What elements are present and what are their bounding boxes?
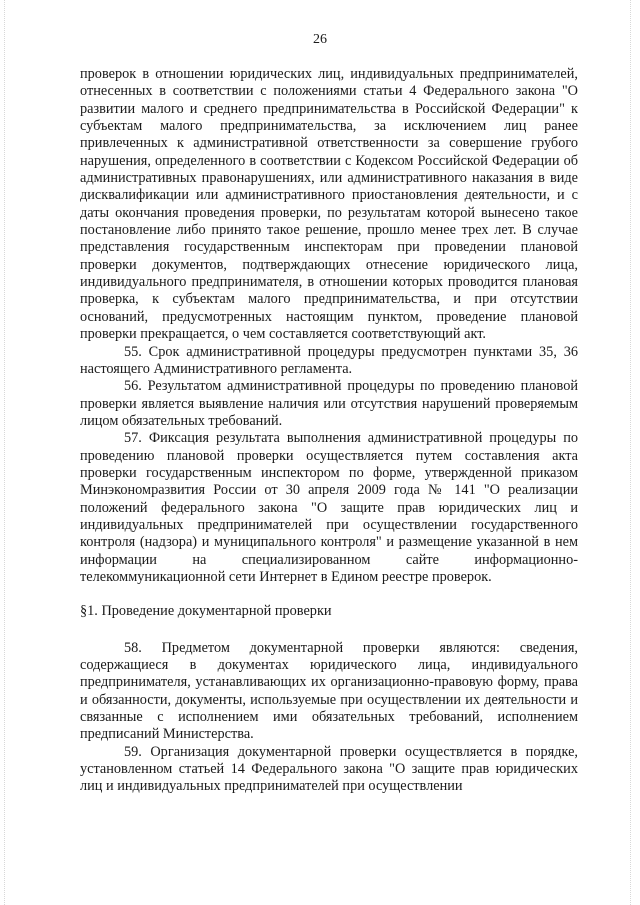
paragraph-55: 55. Срок административной процедуры предусмотрен пунктами 35, 36 настоящего Административного регламента. <box>80 343 578 377</box>
paragraph-58: 58. Предметом документарной проверки являются: сведения, содержащиеся в документах юридического лица, индивидуального предпринимателя, устанавливающих их организационно-правовую форму, права и обязанности, документы, используемые при осуществлении их деятельности и связанные с исполнением ими обязательных требований, исполнением предписаний Министерства. <box>80 639 578 743</box>
page-number: 26 <box>313 32 327 47</box>
scan-edge-left <box>4 0 6 905</box>
paragraph-57: 57. Фиксация результата выполнения административной процедуры по проведению плановой проверки осуществляется путем составления акта проверки государственным инспектором по форме, утвержденной приказом Минэкономразвития России от 30 апреля 2009 года № 141 "О реализации положений федерального закона "О защите прав юридических лиц и индивидуальных предпринимателей при осуществлении государственного контроля (надзора) и муниципального контроля" и размещение указанной в нем информации на специализированном сайте информационно-телекоммуникационной сети Интернет в Едином реестре проверок. <box>80 430 578 585</box>
scan-edge-right <box>630 0 632 905</box>
paragraph-continuation: проверок в отношении юридических лиц, индивидуальных предпринимателей, отнесенных в соответствии с положениями статьи 4 Федерального закона "О развитии малого и среднего предпринимательства в Российской Федерации" к субъектам малого предпринимательства, за исключением лиц ранее привлеченных к административной ответственности за совершение грубого нарушения, определенного в соответствии с Кодексом Российской Федерации об административных правонарушениях, или административного наказания в виде дисквалификации или административного приостановления деятельности, и с даты окончания проведения проверки, по результатам которой вынесено такое постановление либо принято такое решение, прошло менее трех лет. В случае представления государственным инспекторам при проведении плановой проверки документов, подтверждающих отнесение юридического лица, индивидуального предпринимателя, в отношении которых проводится плановая проверка, к субъектам малого предпринимательства, и при отсутствии оснований, предусмотренных настоящим пунктом, проведение плановой проверки прекращается, о чем составляется соответствующий акт. <box>80 66 578 343</box>
paragraph-56: 56. Результатом административной процедуры по проведению плановой проверки является выявление наличия или отсутствия нарушений проверяемым лицом обязательных требований. <box>80 378 578 429</box>
section-heading: §1. Проведение документарной проверки <box>80 603 332 620</box>
document-body <box>80 66 578 796</box>
paragraph-59: 59. Организация документарной проверки осуществляется в порядке, установленном статьей 14 Федерального закона "О защите прав юридических лиц и индивидуальных предпринимателей при осуществлении <box>80 743 578 795</box>
